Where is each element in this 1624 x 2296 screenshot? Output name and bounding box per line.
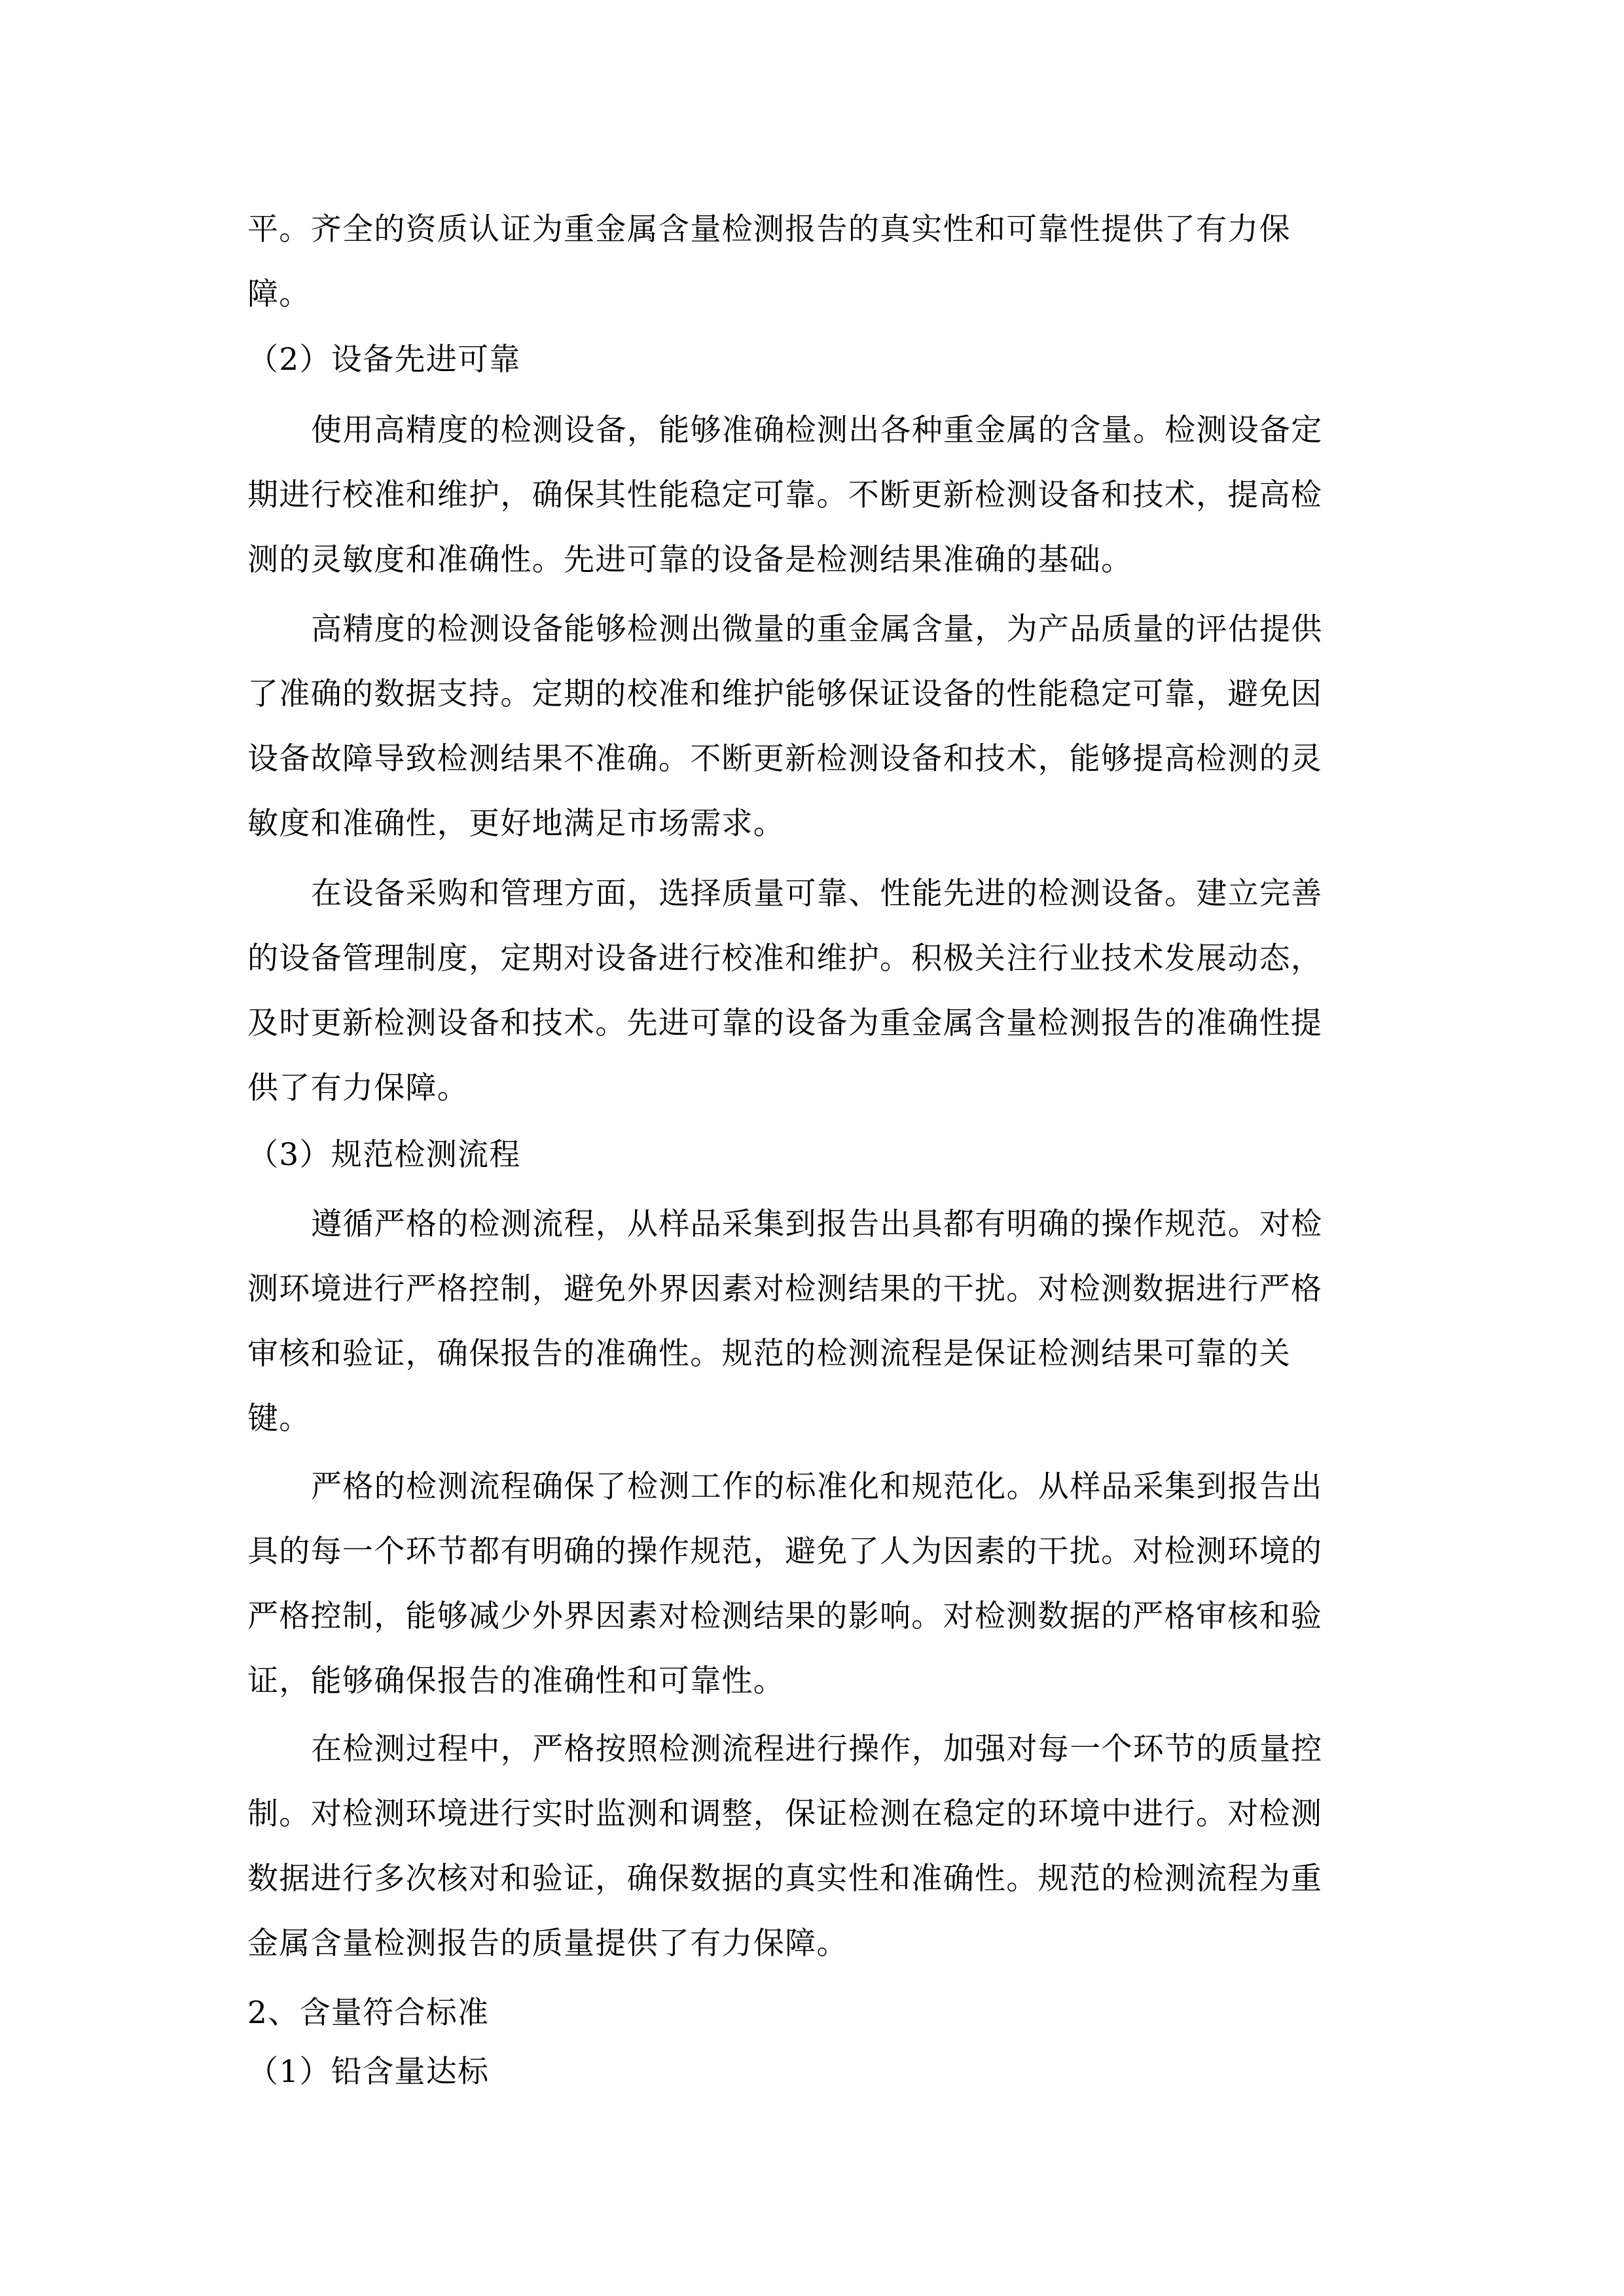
text-line: 严格的检测流程确保了检测工作的标准化和规范化。从样品采集到报告出 bbox=[311, 1469, 1323, 1505]
heading-content-meets-standard bbox=[247, 1981, 1399, 2045]
text-line: 高精度的检测设备能够检测出微量的重金属含量，为产品质量的评估提供 bbox=[311, 611, 1323, 647]
text-line: 使用高精度的检测设备，能够准确检测出各种重金属的含量。检测设备定 bbox=[311, 412, 1323, 448]
heading-lead-content bbox=[247, 2039, 1399, 2104]
paragraph-equipment-1 bbox=[247, 398, 1399, 592]
text-line: 键。 bbox=[247, 1401, 311, 1437]
text-line: 了准确的数据支持。定期的校准和维护能够保证设备的性能稳定可靠，避免因 bbox=[247, 676, 1323, 712]
text-line: 障。 bbox=[247, 276, 311, 312]
text-line: 遵循严格的检测流程，从样品采集到报告出具都有明确的操作规范。对检 bbox=[311, 1206, 1323, 1242]
subsection-heading: （1）铅含量达标 bbox=[247, 2054, 490, 2090]
text-line: 具的每一个环节都有明确的操作规范，避免了人为因素的干扰。对检测环境的 bbox=[247, 1534, 1323, 1570]
text-line: 测环境进行严格控制，避免外界因素对检测结果的干扰。对检测数据进行严格 bbox=[247, 1271, 1323, 1307]
paragraph-equipment-2 bbox=[247, 597, 1399, 856]
text-line: 在检测过程中，严格按照检测流程进行操作，加强对每一个环节的质量控 bbox=[311, 1731, 1323, 1767]
text-line: 数据进行多次核对和验证，确保数据的真实性和准确性。规范的检测流程为重 bbox=[247, 1861, 1323, 1897]
section-heading: 2、含量符合标准 bbox=[247, 1995, 490, 2031]
text-line: 严格控制，能够减少外界因素对检测结果的影响。对检测数据的严格审核和验 bbox=[247, 1598, 1323, 1634]
section-heading: （3）规范检测流程 bbox=[247, 1137, 521, 1173]
paragraph-qualification-conclusion bbox=[247, 197, 1399, 327]
text-line: 金属含量检测报告的质量提供了有力保障。 bbox=[247, 1926, 848, 1962]
paragraph-process-1 bbox=[247, 1192, 1399, 1451]
text-line: 设备故障导致检测结果不准确。不断更新检测设备和技术，能够提高检测的灵 bbox=[247, 741, 1323, 777]
heading-standard-process bbox=[247, 1122, 1399, 1187]
text-line: 平。齐全的资质认证为重金属含量检测报告的真实性和可靠性提供了有力保 bbox=[247, 211, 1291, 247]
text-line: 证，能够确保报告的准确性和可靠性。 bbox=[247, 1663, 785, 1699]
paragraph-equipment-3 bbox=[247, 861, 1399, 1121]
text-line: 制。对检测环境进行实时监测和调整，保证检测在稳定的环境中进行。对检测 bbox=[247, 1796, 1323, 1832]
text-line: 审核和验证，确保报告的准确性。规范的检测流程是保证检测结果可靠的关 bbox=[247, 1336, 1291, 1372]
section-heading: （2）设备先进可靠 bbox=[247, 342, 521, 378]
text-line: 的设备管理制度，定期对设备进行校准和维护。积极关注行业技术发展动态， bbox=[247, 941, 1323, 977]
paragraph-process-2 bbox=[247, 1454, 1399, 1713]
text-line: 期进行校准和维护，确保其性能稳定可靠。不断更新检测设备和技术，提高检 bbox=[247, 477, 1323, 513]
text-line: 测的灵敏度和准确性。先进可靠的设备是检测结果准确的基础。 bbox=[247, 542, 1133, 578]
text-line: 供了有力保障。 bbox=[247, 1070, 469, 1106]
text-line: 在设备采购和管理方面，选择质量可靠、性能先进的检测设备。建立完善 bbox=[311, 876, 1323, 912]
text-line: 敏度和准确性，更好地满足市场需求。 bbox=[247, 806, 785, 842]
heading-equipment-advanced bbox=[247, 327, 1399, 392]
paragraph-process-3 bbox=[247, 1717, 1399, 1976]
text-line: 及时更新检测设备和技术。先进可靠的设备为重金属含量检测报告的准确性提 bbox=[247, 1005, 1323, 1041]
